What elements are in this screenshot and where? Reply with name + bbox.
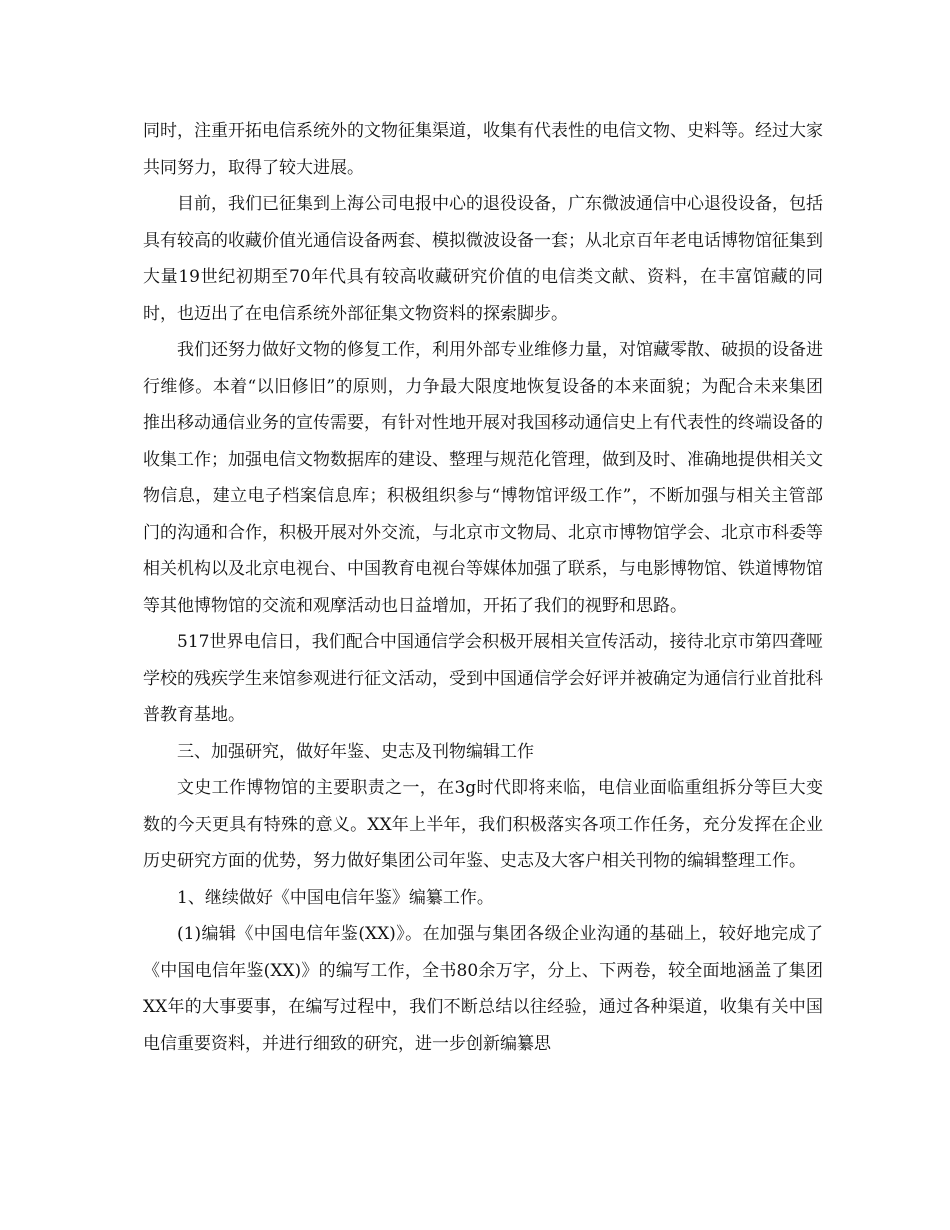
paragraph: 517世界电信日，我们配合中国通信学会积极开展相关宣传活动，接待北京市第四聋哑学校的残疾学生来馆参观进行征文活动，受到中国通信学会好评并被确定为通信行业首批科普教育基地。	[143, 632, 823, 725]
subsection-heading: 1、继续做好《中国电信年鉴》编纂工作。	[177, 887, 494, 908]
paragraph: 我们还努力做好文物的修复工作，利用外部专业维修力量，对馆藏零散、破损的设备进行维修。本着“以旧修旧”的原则，力争最大限度地恢复设备的本来面貌；为配合未来集团推出移动通信业务的宣传需要，有针对性地开展对我国移动通信史上有代表性的终端设备的收集工作；加强电信文物数据库的建设、整理与规范化管理，做到及时、准确地提供相关文物信息，建立电子档案信息库；积极组织参与“博物馆评级工作”，不断加强与相关主管部门的沟通和合作，积极开展对外交流，与北京市文物局、北京市博物馆学会、北京市科委等相关机构以及北京电视台、中国教育电视台等媒体加强了联系，与电影博物馆、铁道博物馆等其他博物馆的交流和观摩活动也日益增加，开拓了我们的视野和思路。	[143, 340, 823, 616]
paragraph: (1)编辑《中国电信年鉴(XX)》。在加强与集团各级企业沟通的基础上，较好地完成了《中国电信年鉴(XX)》的编写工作，全书80余万字，分上、下两卷，较全面地涵盖了集团XX年的大事要事，在编写过程中，我们不断总结以往经验，通过各种渠道，收集有关中国电信重要资料，并进行细致的研究，进一步创新编纂思	[143, 924, 823, 1054]
document-body	[143, 113, 823, 1062]
section-heading: 三、加强研究，做好年鉴、史志及刊物编辑工作	[177, 741, 534, 762]
paragraph: 同时，注重开拓电信系统外的文物征集渠道，收集有代表性的电信文物、史料等。经过大家共同努力，取得了较大进展。	[143, 121, 823, 178]
paragraph: 目前，我们已征集到上海公司电报中心的退役设备，广东微波通信中心退役设备，包括具有较高的收藏价值光通信设备两套、模拟微波设备一套；从北京百年老电话博物馆征集到大量19世纪初期至70年代具有较高收藏研究价值的电信类文献、资料，在丰富馆藏的同时，也迈出了在电信系统外部征集文物资料的探索脚步。	[143, 194, 823, 324]
paragraph: 文史工作博物馆的主要职责之一，在3g时代即将来临，电信业面临重组拆分等巨大变数的今天更具有特殊的意义。XX年上半年，我们积极落实各项工作任务，充分发挥在企业历史研究方面的优势，努力做好集团公司年鉴、史志及大客户相关刊物的编辑整理工作。	[143, 778, 823, 871]
